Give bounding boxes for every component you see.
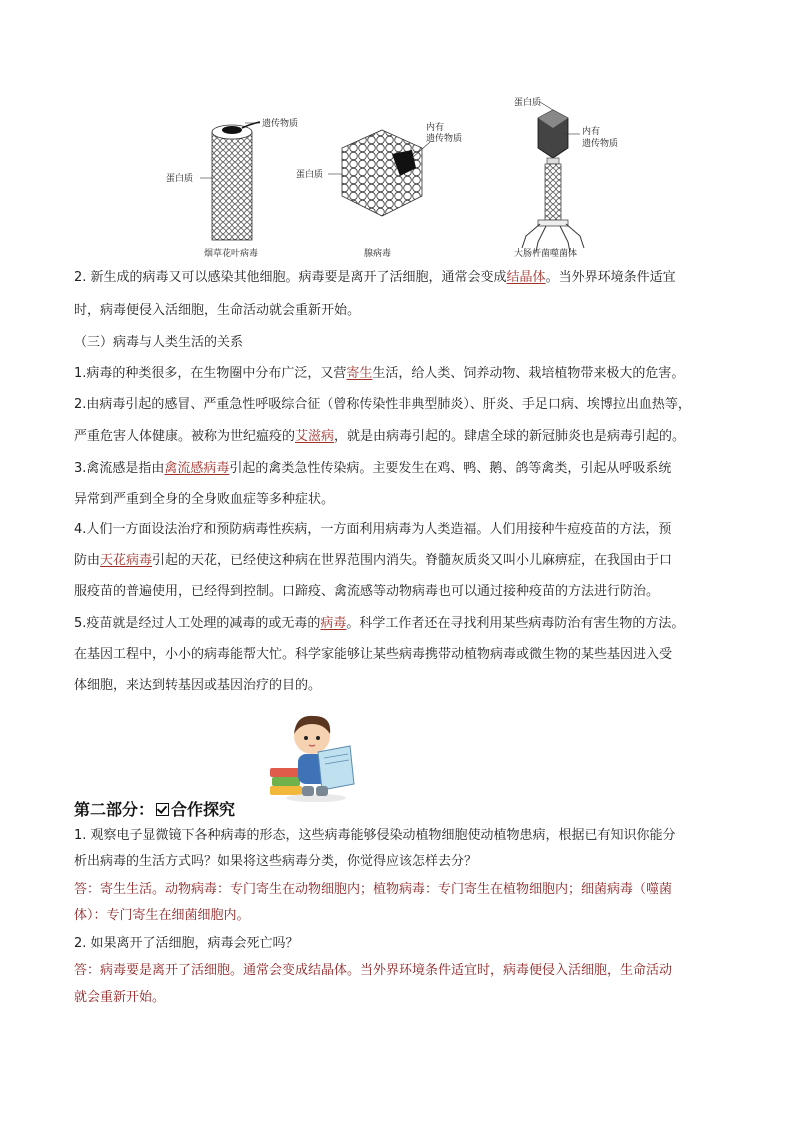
adeno-label-inner-1: 内有: [426, 123, 445, 133]
body-line: [74, 268, 676, 288]
body-line: [74, 490, 334, 510]
virus-diagram: [160, 96, 640, 262]
key-term: 天花病毒: [100, 553, 153, 568]
body-line: [74, 364, 684, 384]
answer-line: 答：寄生生活。动物病毒：专门寄生在动物细胞内；植物病毒：专门寄生在植物细胞内；细菌病毒（噬菌: [74, 882, 673, 897]
body-text-segment: 3.禽流感是指由: [74, 461, 165, 476]
body-line: [74, 459, 671, 479]
question-line: 析出病毒的生活方式吗？如果将这些病毒分类，你觉得应该怎样去分？: [74, 854, 478, 869]
adeno-caption: 腺病毒: [364, 249, 392, 259]
body-text-segment: （三）病毒与人类生活的关系: [74, 335, 244, 350]
body-text-segment: 4.人们一方面设法治疗和预防病毒性疾病，一方面利用病毒为人类造福。人们用接种牛痘疫苗的方法，预: [74, 522, 672, 537]
body-line: [74, 427, 685, 447]
body-text-segment: 异常到严重到全身的全身败血症等多种症状。: [74, 492, 335, 507]
body-text-segment: 。当外界环境条件适宜: [545, 270, 676, 285]
body-line: [74, 301, 360, 321]
tmv-caption: 烟草花叶病毒: [204, 249, 259, 259]
body-text-segment: 。科学工作者还在寻找利用某些病毒防治有害生物的方法。: [346, 616, 685, 631]
key-term: 禽流感病毒: [164, 461, 230, 476]
body-line: [74, 582, 659, 602]
question-line: 2. 如果离开了活细胞，病毒会死亡吗？: [74, 936, 299, 951]
body-text-segment: 严重危害人体健康。被称为世纪瘟疫的: [74, 429, 296, 444]
phage-illustration: [514, 96, 618, 259]
body-line: [74, 520, 671, 540]
body-text-segment: 服疫苗的普遍使用，已经得到控制。口蹄疫、禽流感等动物病毒也可以通过接种疫苗的方法进行防治。: [74, 584, 660, 599]
phage-label-inner-1: 内有: [582, 127, 601, 137]
reading-child-illustration: [268, 712, 362, 804]
body-text-segment: 引起的天花，已经使这种病在世界范围内消失。脊髓灰质炎又叫小儿麻痹症，在我国由于口: [152, 553, 673, 568]
body-line: [74, 395, 691, 415]
body-text-segment: 2. 新生成的病毒又可以感染其他细胞。病毒要是离开了活细胞，通常会变成: [74, 270, 507, 285]
body-text-segment: 时，病毒便侵入活细胞，生命活动就会重新开始。: [74, 303, 361, 318]
body-line: [74, 551, 672, 571]
child-with-book-icon: [268, 712, 362, 804]
section2-heading: [74, 797, 235, 820]
body-text-segment: 引起的禽类急性传染病。主要发生在鸡、鸭、鹅、鸽等禽类，引起从呼吸系统: [229, 461, 672, 476]
checkbox-icon: [156, 803, 169, 816]
body-text-segment: 生活，给人类、饲养动物、栽培植物带来极大的危害。: [372, 366, 685, 381]
tmv-label-protein: 蛋白质: [166, 174, 194, 184]
key-term: 结晶体: [506, 270, 546, 285]
body-text-segment: 体细胞，来达到转基因或基因治疗的目的。: [74, 678, 322, 693]
body-line: [74, 333, 243, 353]
question-line: 1. 观察电子显微镜下各种病毒的形态，这些病毒能够侵染动植物细胞使动植物患病，根据已有知识你能分: [74, 828, 676, 843]
adenovirus-illustration: [296, 121, 462, 259]
answer-line: 体）：专门寄生在细菌细胞内。: [74, 908, 250, 923]
body-text-segment: 在基因工程中，小小的病毒能帮大忙。科学家能够让某些病毒携带动植物病毒或微生物的某些基因进入受: [74, 647, 673, 662]
tmv-label-genetic: 遗传物质: [262, 119, 299, 129]
key-term: 艾滋病: [295, 429, 335, 444]
phage-label-protein: 蛋白质: [514, 98, 542, 108]
section2-heading-prefix: 第二部分：: [74, 800, 155, 819]
body-text-segment: 2.由病毒引起的感冒、严重急性呼吸综合征（曾称传染性非典型肺炎）、肝炎、手足口病、埃博拉出血热等，: [74, 397, 691, 412]
phage-label-inner-2: 遗传物质: [582, 139, 619, 149]
body-text-segment: 防由: [74, 553, 101, 568]
body-line: [74, 645, 672, 665]
body-line: [74, 614, 684, 634]
body-text-segment: 5.疫苗就是经过人工处理的减毒的或无毒的: [74, 616, 321, 631]
body-text-segment: 1.病毒的种类很多，在生物圈中分布广泛，又营: [74, 366, 347, 381]
body-text-segment: ，就是由病毒引起的。肆虐全球的新冠肺炎也是病毒引起的。: [334, 429, 686, 444]
section2-heading-text: 合作探究: [171, 800, 236, 819]
body-line: [74, 676, 321, 696]
key-term: 寄生: [346, 366, 373, 381]
answer-line: 就会重新开始。: [74, 990, 166, 1005]
adeno-label-protein: 蛋白质: [296, 170, 324, 180]
adeno-label-inner-2: 遗传物质: [426, 134, 463, 144]
key-term: 病毒: [320, 616, 347, 631]
virus-structure-figure: [160, 96, 640, 262]
answer-line: 答：病毒要是离开了活细胞。通常会变成结晶体。当外界环境条件适宜时，病毒便侵入活细胞，生命活动: [74, 963, 673, 978]
tmv-illustration: [166, 117, 298, 259]
phage-caption: 大肠杆菌噬菌体: [514, 249, 578, 259]
